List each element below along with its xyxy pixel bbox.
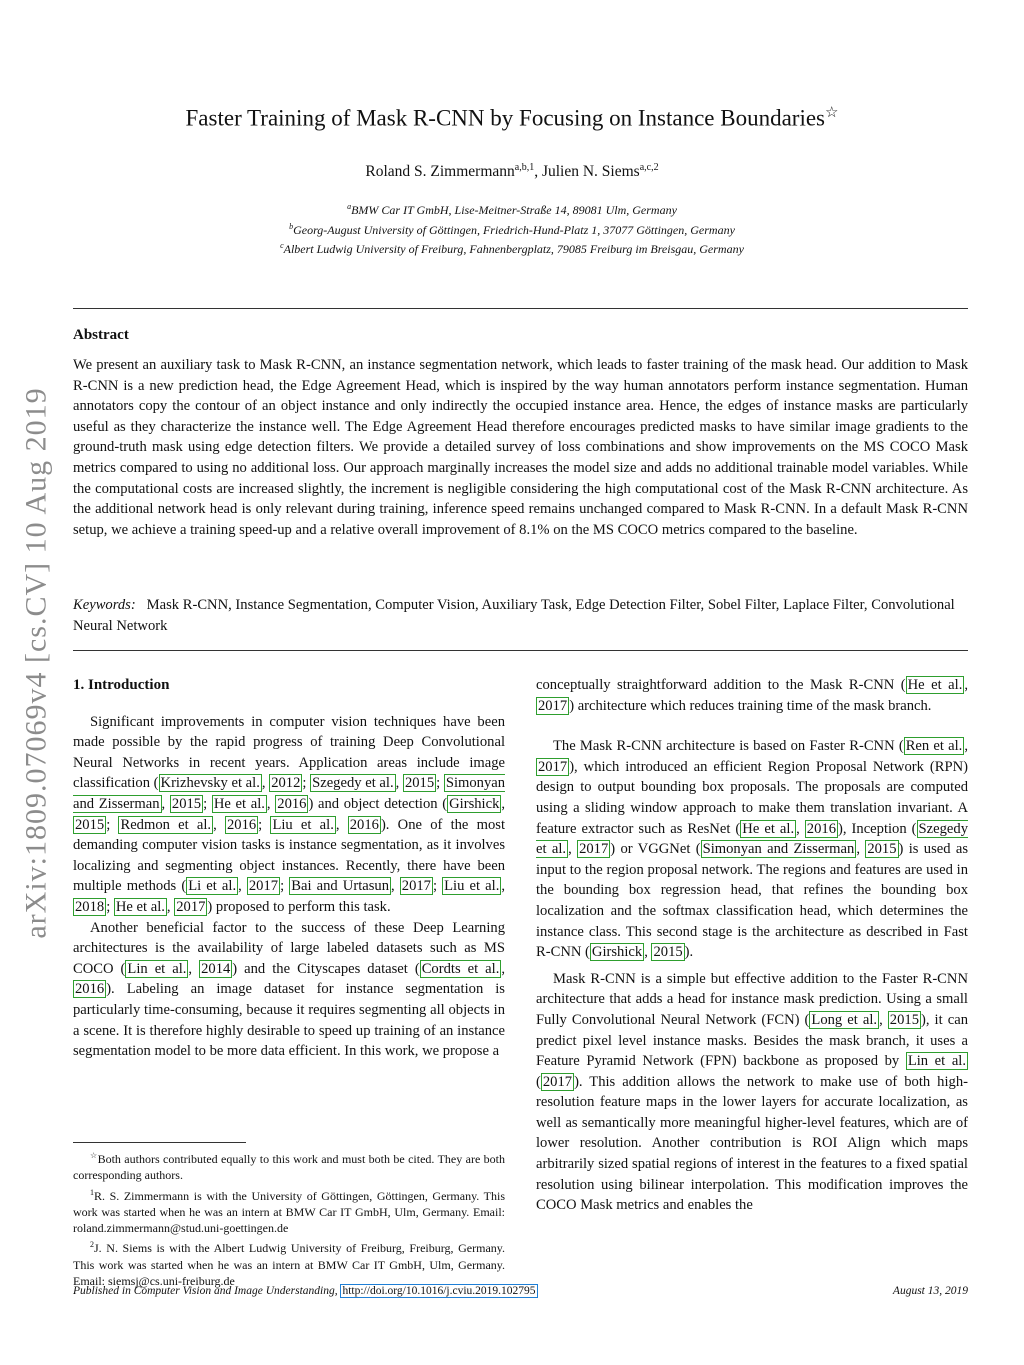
author-line: [0, 162, 1024, 181]
footnote-1: [73, 1185, 505, 1237]
footnote-mark: ☆: [90, 1151, 98, 1160]
intro-paragraph-4: The Mask R-CNN architecture is based on Faster R-CNN ( Ren et al. , 2017 ), which introduced an efficient Region Proposal Network (RPN) design to output bounding box proposals. The proposals are computed using a sliding window approach to make them translation invariant. A feature extractor such as ResNet ( He et al. , 2016 ), Inception ( Szegedy et al. , 2017 ) or VGGNet ( Simonyan and Zisserman , 2015 ) is used as input to the region proposal network. The regions and features are used in the bounding box regression head, that refines the bounding box localization and the softmax classification head, which determines the instance class. This second stage is the architecture as described in Fast R-CNN ( Girshick , 2015 ).: [536, 738, 969, 961]
citation-link[interactable]: 2018: [75, 898, 105, 915]
citation-link[interactable]: Long et al.: [811, 1011, 878, 1028]
citation-link[interactable]: Redmon et al.: [120, 816, 212, 833]
citation-link[interactable]: He et al.: [213, 795, 265, 812]
citation-link[interactable]: 2017: [176, 898, 206, 915]
citation-link[interactable]: Girshick: [449, 795, 500, 812]
citation-link[interactable]: Liu et al.: [444, 878, 500, 895]
affiliation-a: [0, 199, 1024, 219]
paper-title: [0, 103, 1024, 132]
footnote-mark: 2: [90, 1240, 94, 1250]
citation-link[interactable]: Li et al.: [188, 878, 237, 895]
keywords: [73, 595, 968, 636]
citation-link[interactable]: 2015: [171, 795, 202, 812]
right-column: [536, 675, 968, 1216]
author-1-marks[interactable]: a,b,1: [514, 162, 535, 173]
citation-link[interactable]: Ren et al.: [905, 738, 963, 755]
citation-link[interactable]: 2016: [349, 816, 379, 833]
citation-link[interactable]: Bai and Urtasun: [291, 878, 390, 895]
citation-link[interactable]: 2016: [277, 795, 307, 812]
affiliations: [0, 199, 1024, 258]
citation-link[interactable]: Girshick: [591, 944, 643, 961]
author-separator: ,: [534, 163, 542, 181]
affiliation-mark: a: [347, 202, 352, 211]
footnote-text: R. S. Zimmermann is with the University of Göttingen, Göttingen, Germany. This work was started when he was an intern at BMW Car IT GmbH, Ulm, Germany. Email: roland.zimmermann@stud.uni-goettingen.de: [73, 1188, 505, 1236]
intro-paragraph-2: Another beneficial factor to the success of these Deep Learning architectures is the availability of large labeled datasets such as MS COCO ( Lin et al. , 2014 ) and the Cityscapes dataset ( Cordts et al. , 2016 ). Labeling an image dataset for instance segmentation is particularly time-consuming, because it requires segmenting all objects in a scene. It is therefore highly desirable to speed up training of an instance segmentation model to be more data efficient. In this work, we propose a: [73, 919, 506, 1060]
left-column: [73, 675, 505, 1062]
citation-link[interactable]: Szegedy et al.: [312, 775, 394, 792]
title-footnote-mark[interactable]: ☆: [825, 105, 839, 121]
footnote-rule: [73, 1142, 246, 1143]
footnotes: [73, 1148, 505, 1290]
intro-paragraph-3: conceptually straightforward addition to the Mask R-CNN ( He et al. , 2017 ) architecture which reduces training time of the mask branch.: [536, 677, 968, 714]
citation-link[interactable]: Simonyan and Zisserman: [702, 841, 855, 858]
citation-link[interactable]: Szegedy et al.: [536, 820, 968, 858]
citation-link[interactable]: 2016: [75, 981, 105, 998]
abstract-top-rule: [73, 308, 968, 309]
citation-link[interactable]: Cordts et al.: [421, 960, 500, 977]
citation-link[interactable]: Simonyan and Zisserman: [73, 775, 506, 812]
footnote-star: [73, 1148, 505, 1184]
keywords-text: Mask R-CNN, Instance Segmentation, Computer Vision, Auxiliary Task, Edge Detection Filter, Sobel Filter, Laplace Filter, Convolutional Neural Network: [73, 597, 955, 634]
section-heading-introduction: 1. Introduction: [73, 677, 170, 693]
footer-date: August 13, 2019: [892, 1285, 968, 1297]
intro-paragraph-1: Significant improvements in computer vision techniques have been made possible by the rapid progress of training Deep Convolutional Neural Networks in recent years. Application areas include image classification ( Krizhevsky et al. , 2012 ; Szegedy et al. , 2015 ; Simonyan and Zisserman , 2015 ; He et al. , 2016 ) and object detection ( Girshick , 2015 ; Redmon et al. , 2016 ; Liu et al. , 2016 ). One of the most demanding computer vision tasks is instance segmentation, as it involves localizing and segmenting object instances. Recently, there have been multiple methods ( Li et al. , 2017 ; Bai and Urtasun , 2017 ; Liu et al. , 2018 ; He et al. , 2017 ) proposed to perform this task.: [73, 713, 506, 915]
footnote-text: J. N. Siems is with the Albert Ludwig University of Freiburg, Freiburg, Germany. This work was started when he was an intern at BMW Car IT GmbH, Ulm, Germany. Email: siemsj@cs.uni-freiburg.de: [73, 1241, 505, 1289]
citation-link[interactable]: 2017: [538, 697, 568, 714]
citation-link[interactable]: Lin et al.: [907, 1053, 967, 1070]
paper-title-text: Faster Training of Mask R-CNN by Focusing on Instance Boundaries: [185, 105, 826, 131]
citation-link[interactable]: 2017: [538, 758, 568, 775]
citation-link[interactable]: 2015: [653, 944, 683, 961]
citation-link[interactable]: 2016: [226, 816, 257, 833]
footer-journal-text: Published in Computer Vision and Image Understanding,: [73, 1285, 341, 1297]
arxiv-stamp-text: arXiv:1809.07069v4 [cs.CV] 10 Aug 2019: [20, 386, 54, 939]
author-2-marks[interactable]: a,c,2: [639, 162, 659, 173]
citation-link[interactable]: Liu et al.: [272, 816, 334, 833]
footnote-2: [73, 1237, 505, 1289]
citation-link[interactable]: Lin et al.: [127, 960, 187, 977]
abstract-body: We present an auxiliary task to Mask R-CNN, an instance segmentation network, which leads to faster training of the mask head. Our addition to Mask R-CNN is a new prediction head, the Edge Agreement Head, which is inspired by the way human annotators perform instance segmentation. Human annotators copy the contour of an object instance and only indirectly the occupied instance area. Hence, the edges of instance masks are particularly useful as they characterize the instance well. The Edge Agreement Head therefore encourages predicted masks to have similar image gradients to the ground-truth mask using edge detection filters. We provide a detailed survey of loss combinations and show improvements on the MS COCO Mask metrics compared to using no additional loss. Our approach marginally increases the model size and adds no additional trainable model variables. While the computational costs are increased slightly, the increment is negligible considering the high computational cost of the Mask R-CNN architecture. As the additional network head is only relevant during training, inference speed remains unchanged compared to Mask R-CNN. In a default Mask R-CNN setup, we achieve a training speed-up and a relative overall improvement of 8.1% on the MS COCO metrics compared to the baseline.: [73, 357, 968, 538]
footnote-text: Both authors contributed equally to this work and must both be cited. They are both corresponding authors.: [73, 1152, 505, 1183]
affiliation-b: [0, 219, 1024, 239]
keywords-label: Keywords:: [73, 597, 136, 613]
citation-link[interactable]: 2017: [401, 878, 431, 895]
affiliation-text: Georg-August University of Göttingen, Friedrich-Hund-Platz 1, 37077 Göttingen, Germany: [293, 222, 735, 237]
footer-journal: [73, 1285, 538, 1297]
abstract-bottom-rule: [73, 650, 968, 651]
affiliation-text: Albert Ludwig University of Freiburg, Fahnenbergplatz, 79085 Freiburg im Breisgau, Germany: [283, 242, 744, 256]
citation-link[interactable]: 2017: [248, 878, 279, 895]
citation-link[interactable]: Krizhevsky et al.: [160, 775, 260, 792]
citation-link[interactable]: 2014: [201, 960, 231, 977]
abstract-heading: Abstract: [73, 327, 129, 343]
citation-link[interactable]: He et al.: [907, 677, 963, 693]
citation-link[interactable]: 2016: [806, 820, 836, 837]
page-footer: [73, 1285, 968, 1297]
affiliation-c: [0, 238, 1024, 258]
citation-link[interactable]: 2017: [579, 841, 609, 858]
citation-link[interactable]: 2015: [75, 816, 105, 833]
citation-link[interactable]: 2012: [271, 775, 301, 792]
doi-link[interactable]: http://doi.org/10.1016/j.cviu.2019.102795: [342, 1285, 536, 1297]
citation-link[interactable]: He et al.: [742, 820, 795, 837]
author-2: Julien N. Siems: [541, 163, 640, 181]
citation-link[interactable]: 2015: [404, 775, 435, 792]
citation-link[interactable]: 2015: [867, 841, 897, 858]
citation-link[interactable]: 2015: [889, 1011, 919, 1028]
author-1: Roland S. Zimmermann: [365, 163, 515, 181]
affiliation-mark: b: [289, 221, 294, 231]
citation-link[interactable]: 2017: [542, 1073, 573, 1090]
footnote-mark: 1: [90, 1187, 94, 1197]
intro-paragraph-5: Mask R-CNN is a simple but effective addition to the Faster R-CNN architecture that adds a head for instance mask prediction. Using a small Fully Convolutional Neural Network (FCN) ( Long et al. , 2015 ), it can predict pixel level instance masks. Besides the mask branch, it uses a Feature Pyramid Network (FPN) backbone as proposed by Lin et al. ( 2017 ). This addition allows the network to make use of both high-resolution feature maps in the lower layers for accurate localization, as well as semantically more meaningful higher-level features, which are of lower resolution. Another contribution is ROI Align which maps arbitrarily sized spatial regions of interest in the features to a fixed spatial resolution using bilinear interpolation. This modification improves the COCO Mask metrics and enables the: [536, 970, 968, 1214]
citation-link[interactable]: He et al.: [115, 898, 165, 915]
arxiv-side-stamp: [12, 355, 62, 970]
affiliation-mark: c: [280, 241, 284, 250]
affiliation-text: BMW Car IT GmbH, Lise-Meitner-Straße 14, 89081 Ulm, Germany: [351, 203, 677, 217]
